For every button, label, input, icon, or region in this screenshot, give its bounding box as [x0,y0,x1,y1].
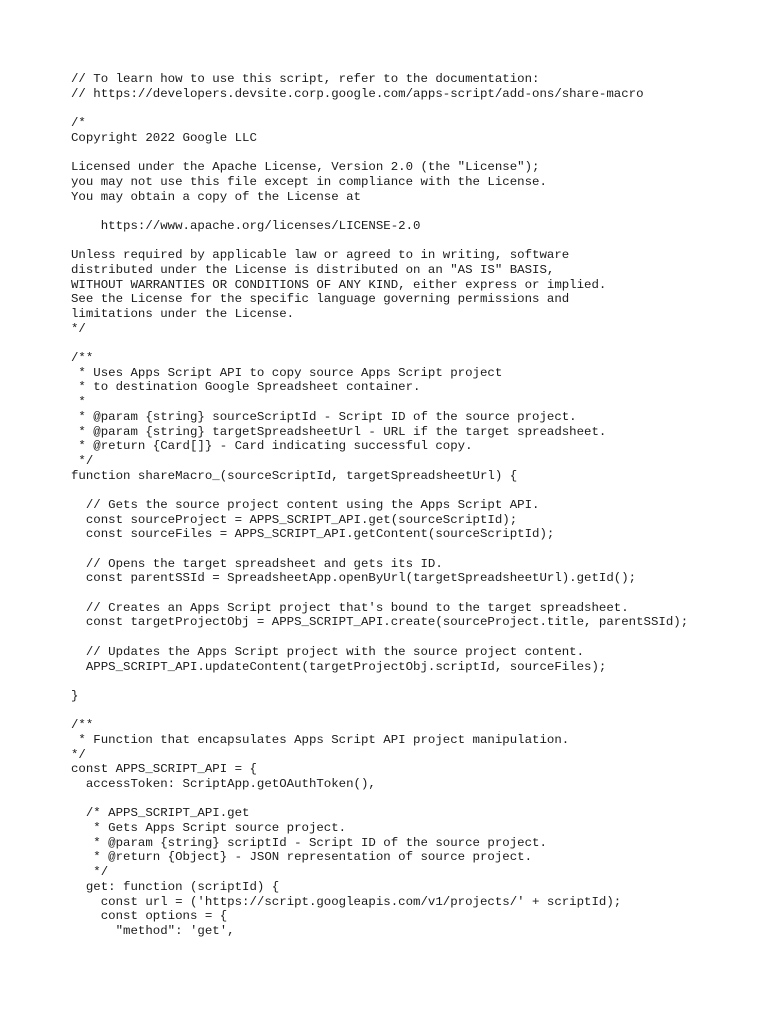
code-line: Copyright 2022 Google LLC [71,130,257,145]
code-line: /** [71,718,94,733]
code-line [71,234,761,249]
code-line: You may obtain a copy of the License at [71,189,361,204]
code-line: /* [71,116,86,131]
code-line [71,542,761,557]
code-line: const targetProjectObj = APPS_SCRIPT_API.create(sourceProject.title, parentSSId); [71,615,689,630]
code-line: * @param {string} targetSpreadsheetUrl - URL if the target spreadsheet. [71,424,607,439]
code-line: * @param {string} scriptId - Script ID of the source project. [71,835,547,850]
code-line: * to destination Google Spreadsheet container. [71,380,421,395]
code-line: APPS_SCRIPT_API.updateContent(targetProjectObj.scriptId, sourceFiles); [71,659,607,674]
code-line: */ [71,747,86,762]
code-line [71,674,761,689]
code-line: // Creates an Apps Script project that's bound to the target spreadsheet. [71,600,629,615]
code-line: distributed under the License is distributed on an "AS IS" BASIS, [71,262,555,277]
code-line: */ [71,321,86,336]
code-line: */ [71,865,109,880]
code-line: */ [71,453,94,468]
code-line: * [71,395,86,410]
code-line: function shareMacro_(sourceScriptId, targetSpreadsheetUrl) { [71,468,518,483]
code-line: accessToken: ScriptApp.getOAuthToken(), [71,777,376,791]
code-line [71,704,761,719]
code-line: * Function that encapsulates Apps Script API project manipulation. [71,732,570,747]
code-line: https://www.apache.org/licenses/LICENSE-2.0 [71,218,421,233]
code-line [71,630,761,645]
code-line: See the License for the specific language governing permissions and [71,292,570,307]
code-line: Unless required by applicable law or agreed to in writing, software [71,248,570,263]
code-line: /* APPS_SCRIPT_API.get [71,806,250,821]
code-line: * @param {string} sourceScriptId - Script ID of the source project. [71,409,577,424]
code-line: Licensed under the Apache License, Version 2.0 (the "License"); [71,160,540,175]
code-line [71,586,761,601]
code-line: const options = { [71,909,228,924]
code-line: /** [71,351,94,366]
code-line: you may not use this file except in compliance with the License. [71,174,547,189]
code-line: const url = ('https://script.googleapis.com/v1/projects/' + scriptId); [71,894,622,909]
code-line: // Gets the source project content using the Apps Script API. [71,497,540,512]
code-line: limitations under the License. [71,307,295,321]
code-line: * Uses Apps Script API to copy source Apps Script project [71,365,503,380]
code-line: "method": 'get', [71,923,235,938]
code-line: // https://developers.devsite.corp.google.com/apps-script/add-ons/share-macro [71,86,644,101]
code-block [71,72,761,939]
code-line: * Gets Apps Script source project. [71,821,347,836]
code-document [71,72,761,939]
code-line [71,204,761,219]
code-line: // Updates the Apps Script project with the source project content. [71,644,585,659]
code-line: const sourceProject = APPS_SCRIPT_API.get(sourceScriptId); [71,512,518,527]
code-line [71,101,761,116]
code-line: WITHOUT WARRANTIES OR CONDITIONS OF ANY KIND, either express or implied. [71,277,607,292]
code-line: const sourceFiles = APPS_SCRIPT_API.getContent(sourceScriptId); [71,527,555,542]
code-line: * @return {Card[]} - Card indicating successful copy. [71,439,473,454]
code-line: } [71,688,79,703]
code-line: // To learn how to use this script, refer to the documentation: [71,72,540,86]
code-line: const parentSSId = SpreadsheetApp.openByUrl(targetSpreadsheetUrl).getId(); [71,571,637,586]
code-line [71,145,761,160]
code-line: // Opens the target spreadsheet and gets its ID. [71,556,443,571]
code-line: * @return {Object} - JSON representation of source project. [71,850,533,865]
code-line [71,336,761,351]
code-line: const APPS_SCRIPT_API = { [71,762,257,777]
code-line [71,483,761,498]
code-line [71,792,761,807]
code-line: get: function (scriptId) { [71,879,280,894]
